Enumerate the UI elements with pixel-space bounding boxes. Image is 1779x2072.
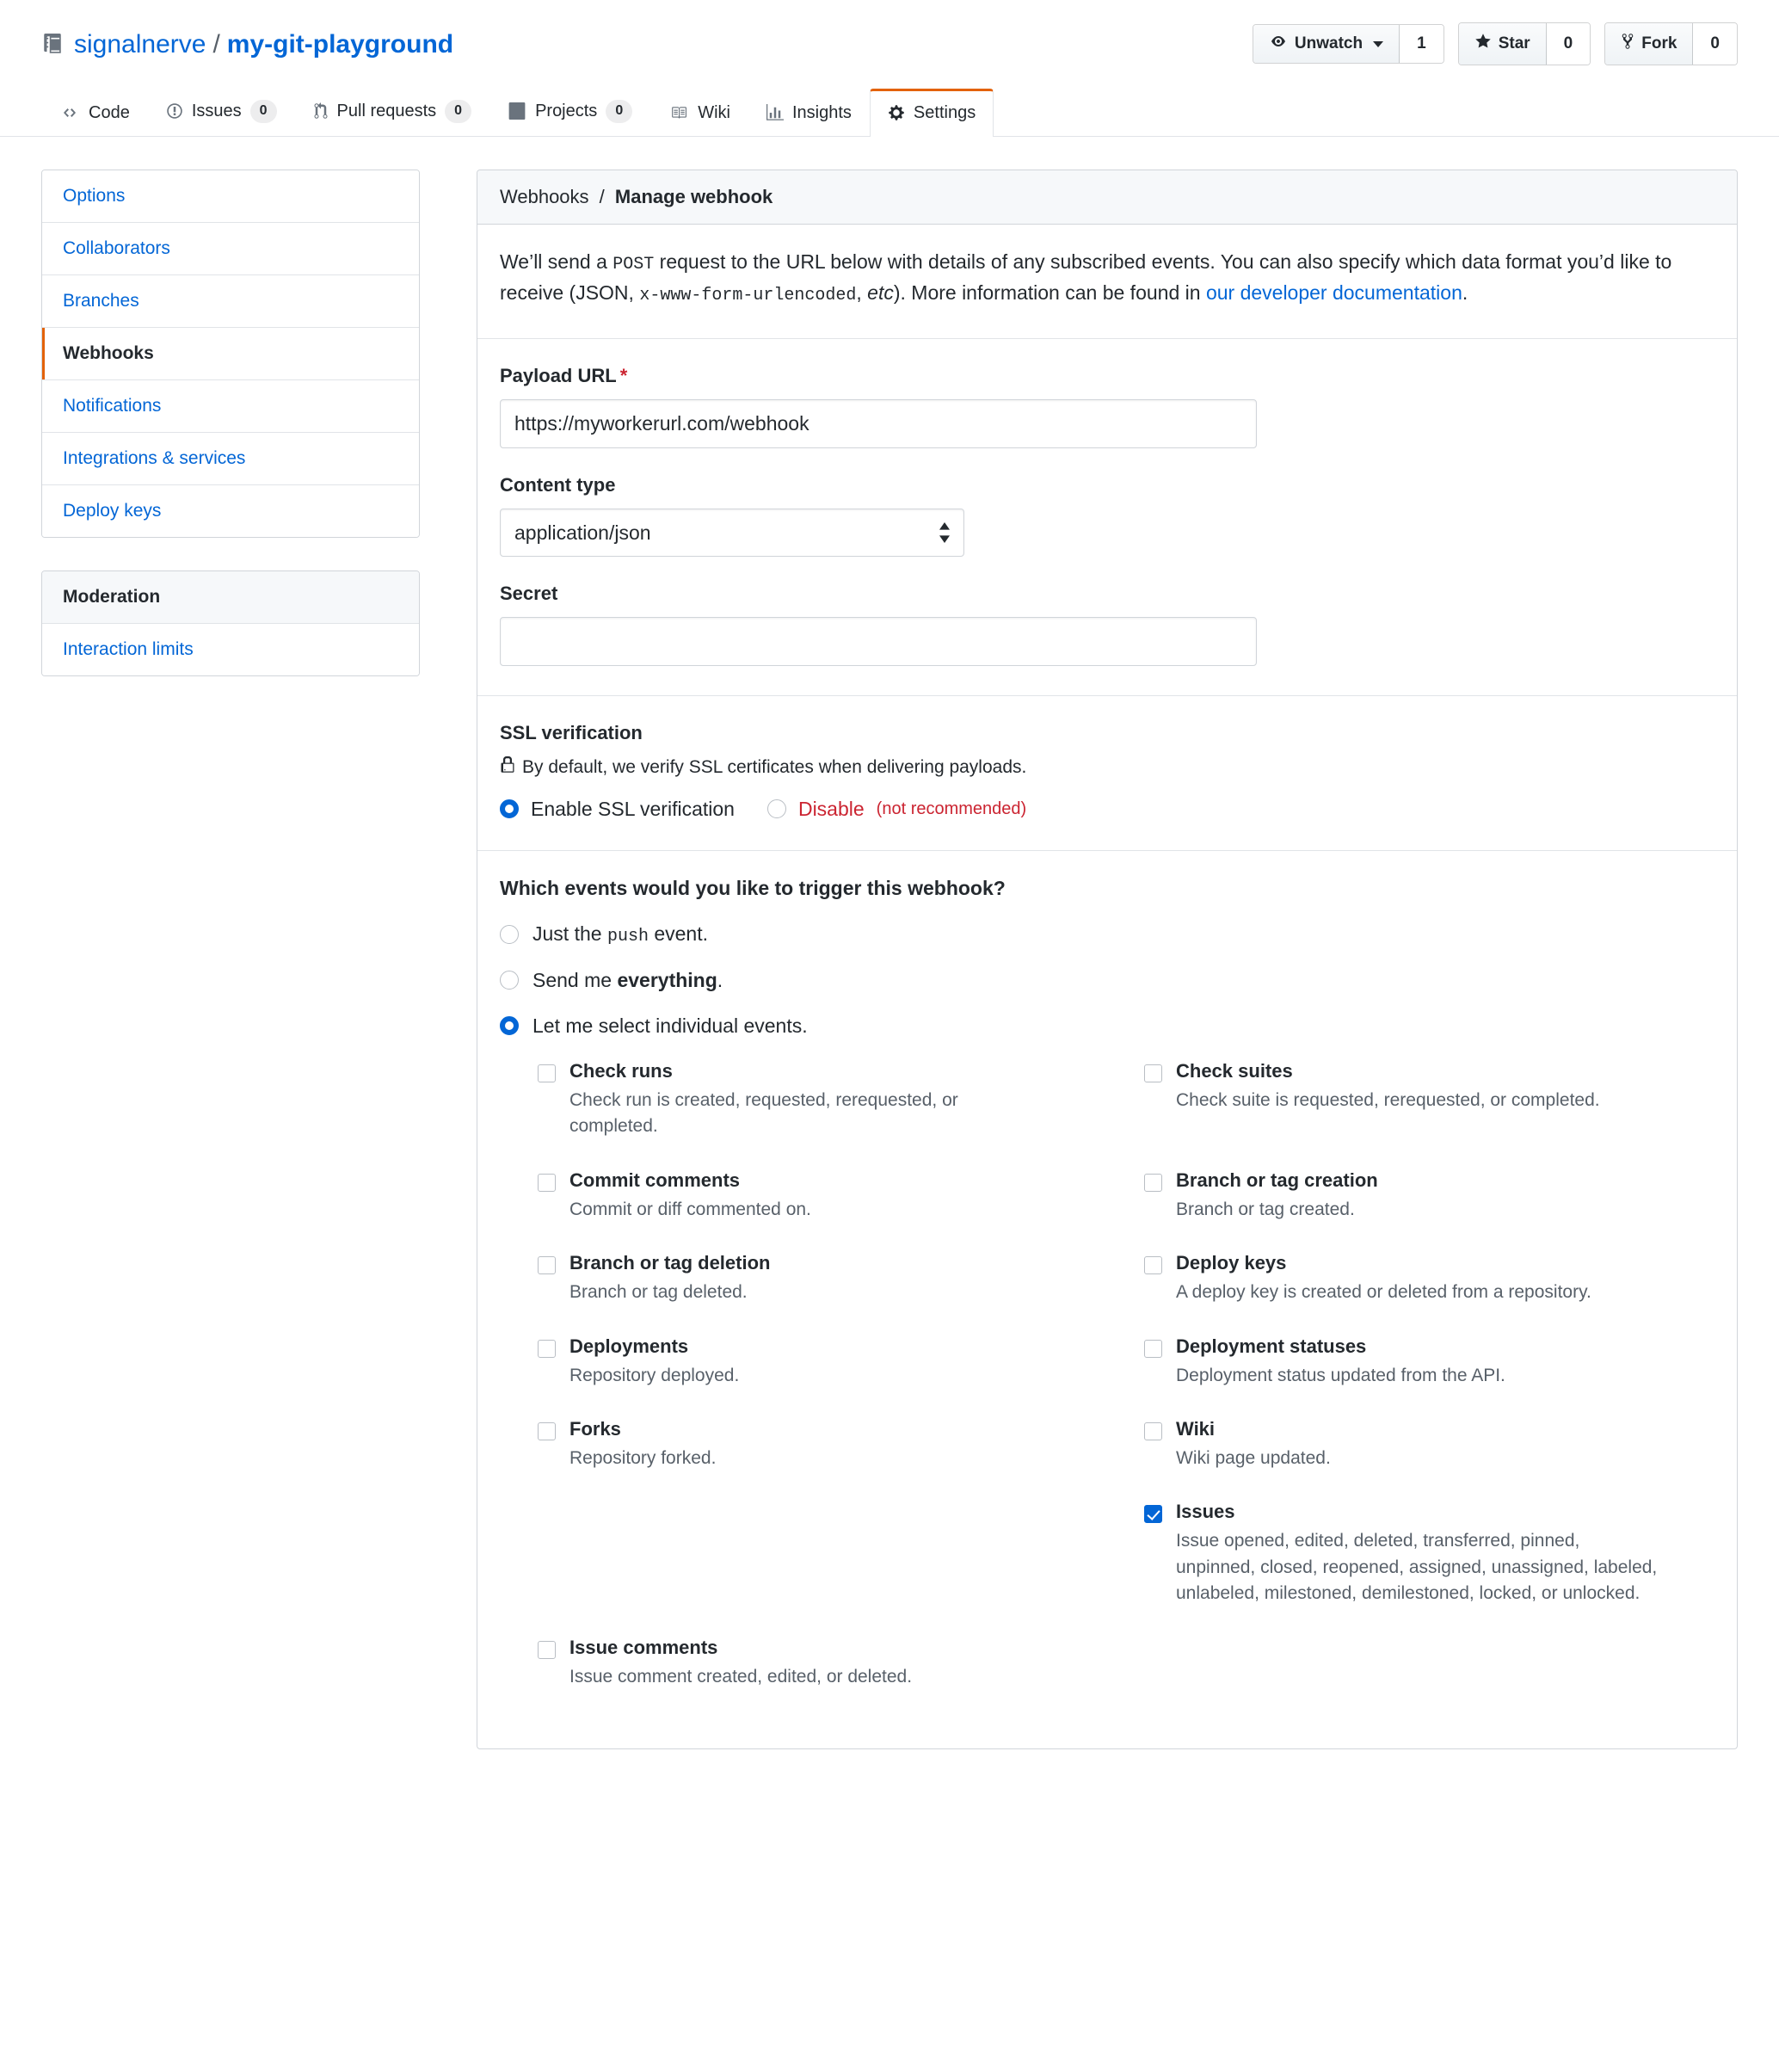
star-count: 0 — [1547, 23, 1591, 65]
event-item-check-runs[interactable] — [538, 1060, 1108, 1140]
tab-settings-label: Settings — [913, 102, 976, 122]
sidebar-item-integrations-services[interactable]: Integrations & services — [42, 433, 419, 485]
tab-projects[interactable] — [489, 85, 650, 137]
repo-title — [41, 22, 453, 60]
ssl-disable-label: Disable — [797, 797, 865, 820]
tab-issues-count: 0 — [250, 100, 277, 123]
events-question: Which events would you like to trigger this webhook? — [500, 876, 1006, 899]
event-checkbox-commit-comments[interactable] — [538, 1174, 556, 1192]
event-title-deployment-statuses: Deployment statuses — [1176, 1335, 1367, 1357]
issue-opened-icon — [166, 102, 183, 120]
ssl-disable-note: (not recommended) — [876, 799, 1027, 818]
sidebar-item-branches[interactable]: Branches — [42, 275, 419, 328]
event-checkbox-deploy-keys[interactable] — [1144, 1256, 1162, 1274]
event-desc-deploy-keys: A deploy key is created or deleted from a repository. — [1176, 1282, 1591, 1303]
event-desc-deployments: Repository deployed. — [569, 1365, 740, 1385]
repo-nav-tabs — [0, 84, 1779, 137]
event-desc-check-runs: Check run is created, requested, rerequested, or completed. — [569, 1089, 958, 1137]
event-choice-push-post: event. — [648, 922, 708, 945]
intro-part4: ). More information can be found in — [893, 281, 1206, 304]
event-item-issue-comments[interactable] — [538, 1637, 1108, 1690]
graph-icon — [766, 104, 784, 121]
intro-code-form: x-www-form-urlencoded — [639, 285, 857, 305]
chevron-down-icon — [1373, 41, 1383, 47]
unwatch-button-group[interactable] — [1253, 24, 1444, 64]
breadcrumb-separator: / — [599, 185, 605, 207]
event-desc-commit-comments: Commit or diff commented on. — [569, 1199, 811, 1219]
event-choice-everything-radio[interactable] — [500, 971, 519, 990]
event-checkbox-grid — [538, 1060, 1714, 1719]
event-choice-individual[interactable] — [500, 1014, 1714, 1038]
fork-label: Fork — [1641, 34, 1677, 52]
fork-count: 0 — [1693, 23, 1737, 65]
repo-actions — [1253, 22, 1738, 65]
event-choice-push-label — [532, 922, 708, 947]
star-label: Star — [1498, 34, 1530, 52]
ssl-verification-label: SSL verification — [500, 721, 643, 743]
tab-insights[interactable] — [748, 89, 870, 137]
event-item-deployments[interactable] — [538, 1335, 1108, 1389]
payload-url-input[interactable] — [500, 399, 1257, 448]
event-grid-spacer — [538, 1501, 1108, 1606]
sidebar-item-interaction-limits[interactable]: Interaction limits — [42, 624, 419, 675]
fork-icon — [1621, 33, 1634, 55]
sidebar-item-notifications[interactable]: Notifications — [42, 380, 419, 433]
sidebar-item-deploy-keys[interactable]: Deploy keys — [42, 485, 419, 537]
event-desc-issue-comments: Issue comment created, edited, or deleted. — [569, 1666, 913, 1687]
event-title-check-suites: Check suites — [1176, 1059, 1293, 1082]
event-choice-everything[interactable] — [500, 969, 1714, 992]
ssl-enable-label: Enable SSL verification — [531, 797, 735, 820]
event-title-check-runs: Check runs — [569, 1059, 673, 1082]
gear-icon — [888, 104, 905, 121]
unwatch-button[interactable] — [1253, 25, 1400, 63]
secret-label: Secret — [500, 582, 558, 604]
code-icon — [59, 106, 80, 120]
event-desc-issues: Issue opened, edited, deleted, transferred, pinned, unpinned, closed, reopened, assigned, unassigned, labeled, unlabeled, milestoned, demilestoned, locked, or unlocked. — [1176, 1531, 1658, 1604]
event-checkbox-check-suites[interactable] — [1144, 1064, 1162, 1082]
moderation-heading: Moderation — [42, 571, 419, 624]
events-section — [477, 851, 1737, 1748]
event-checkbox-branch-or-tag-deletion[interactable] — [538, 1256, 556, 1274]
webhook-panel — [477, 170, 1738, 1749]
event-choice-everything-post: . — [717, 968, 723, 991]
repo-name-link[interactable]: my-git-playground — [226, 30, 454, 59]
fork-button[interactable] — [1605, 23, 1693, 65]
intro-part3: , — [856, 281, 868, 304]
eye-icon — [1269, 34, 1288, 53]
content-type-select[interactable] — [500, 509, 964, 557]
event-title-branch-or-tag-deletion: Branch or tag deletion — [569, 1252, 771, 1274]
event-title-wiki: Wiki — [1176, 1417, 1216, 1440]
intro-etc: etc — [867, 281, 894, 304]
tab-wiki-label: Wiki — [698, 102, 730, 122]
settings-sidebar — [41, 170, 420, 676]
event-choice-push-code: push — [606, 926, 649, 947]
event-checkbox-issue-comments[interactable] — [538, 1641, 556, 1659]
secret-input[interactable] — [500, 617, 1257, 666]
event-title-branch-or-tag-creation: Branch or tag creation — [1176, 1169, 1378, 1191]
event-desc-forks: Repository forked. — [569, 1447, 717, 1468]
webhook-intro — [477, 225, 1737, 339]
sidebar-item-options[interactable]: Options — [42, 170, 419, 223]
event-item-wiki[interactable] — [1144, 1418, 1714, 1471]
git-pull-request-icon — [313, 102, 329, 120]
event-desc-wiki: Wiki page updated. — [1176, 1447, 1331, 1468]
breadcrumb-webhooks[interactable]: Webhooks — [500, 185, 589, 207]
webhook-config-section — [477, 339, 1737, 696]
event-title-forks: Forks — [569, 1417, 621, 1440]
sidebar-item-webhooks[interactable]: Webhooks — [42, 328, 419, 380]
event-choice-push-pre: Just the — [532, 922, 607, 945]
tab-pull-requests[interactable] — [295, 85, 490, 137]
tab-pull-requests-count: 0 — [445, 100, 471, 123]
ssl-verification-section — [477, 696, 1737, 851]
repo-owner-link[interactable]: signalnerve — [74, 30, 206, 59]
ssl-enable-option[interactable] — [500, 798, 735, 821]
payload-url-label-text: Payload URL — [500, 364, 617, 386]
payload-url-required: * — [619, 364, 628, 386]
event-desc-branch-or-tag-deletion: Branch or tag deleted. — [569, 1282, 748, 1303]
event-desc-check-suites: Check suite is requested, rerequested, or completed. — [1176, 1089, 1600, 1110]
event-checkbox-check-runs[interactable] — [538, 1064, 556, 1082]
project-icon — [508, 102, 526, 120]
sidebar-item-collaborators[interactable]: Collaborators — [42, 223, 419, 275]
payload-url-label — [500, 365, 1714, 387]
event-choice-everything-label — [532, 969, 723, 992]
tab-code-label: Code — [89, 102, 130, 122]
tab-projects-label: Projects — [535, 101, 598, 120]
tab-settings[interactable] — [870, 89, 994, 137]
fork-button-group[interactable] — [1604, 22, 1738, 65]
unwatch-label: Unwatch — [1294, 34, 1363, 52]
intro-part2: request to the URL below with details of any subscribed events. You can also specify which data format you’d like to receive (JSON, — [500, 250, 1672, 304]
event-checkbox-issues[interactable] — [1144, 1505, 1162, 1523]
content-type-label: Content type — [500, 473, 616, 496]
event-title-deployments: Deployments — [569, 1335, 689, 1357]
developer-documentation-link[interactable]: our developer documentation — [1205, 281, 1462, 304]
ssl-disable-option[interactable] — [767, 798, 1026, 821]
event-checkbox-wiki[interactable] — [1144, 1422, 1162, 1440]
tab-issues[interactable] — [148, 85, 295, 137]
event-desc-deployment-statuses: Deployment status updated from the API. — [1176, 1365, 1505, 1385]
book-icon — [668, 105, 689, 120]
ssl-verification-description — [500, 756, 1714, 779]
unwatch-count: 1 — [1400, 25, 1444, 63]
event-checkbox-forks[interactable] — [538, 1422, 556, 1440]
tab-insights-label: Insights — [791, 102, 852, 122]
event-item-forks[interactable] — [538, 1418, 1108, 1471]
settings-layout — [0, 137, 1779, 1749]
event-checkbox-branch-or-tag-creation[interactable] — [1144, 1174, 1162, 1192]
star-button[interactable] — [1459, 23, 1547, 65]
event-item-branch-or-tag-creation[interactable] — [1144, 1169, 1714, 1223]
star-icon — [1474, 33, 1492, 55]
event-item-commit-comments[interactable] — [538, 1169, 1108, 1223]
event-title-issue-comments: Issue comments — [569, 1636, 718, 1658]
event-choice-individual-label: Let me select individual events. — [532, 1014, 808, 1037]
intro-part1: We’ll send a — [500, 250, 613, 273]
breadcrumb-current: Manage webhook — [614, 185, 773, 207]
event-title-issues: Issues — [1176, 1501, 1235, 1523]
intro-code-post: POST — [612, 254, 655, 274]
settings-menu — [41, 170, 420, 538]
tab-pull-requests-label: Pull requests — [336, 101, 437, 120]
event-item-branch-or-tag-deletion[interactable] — [538, 1252, 1108, 1305]
intro-part5: . — [1462, 281, 1468, 304]
event-choice-push[interactable] — [500, 922, 1714, 947]
manage-webhook-box — [477, 170, 1738, 1749]
event-title-commit-comments: Commit comments — [569, 1169, 741, 1191]
tab-code[interactable] — [41, 89, 148, 137]
ssl-verification-description-text: By default, we verify SSL certificates when delivering payloads. — [522, 756, 1027, 777]
lock-icon — [500, 756, 515, 779]
event-checkbox-deployments[interactable] — [538, 1340, 556, 1358]
ssl-disable-radio[interactable] — [767, 799, 786, 818]
event-item-deployment-statuses[interactable] — [1144, 1335, 1714, 1389]
ssl-radio-group — [500, 798, 1714, 821]
tab-issues-label: Issues — [191, 101, 242, 120]
tab-projects-count: 0 — [606, 100, 632, 123]
star-button-group[interactable] — [1458, 22, 1591, 65]
event-item-deploy-keys[interactable] — [1144, 1252, 1714, 1305]
event-item-check-suites[interactable] — [1144, 1060, 1714, 1140]
repo-separator: / — [212, 30, 220, 59]
event-desc-branch-or-tag-creation: Branch or tag created. — [1176, 1199, 1355, 1219]
repo-header — [0, 0, 1779, 65]
repo-icon — [41, 34, 64, 56]
event-title-deploy-keys: Deploy keys — [1176, 1252, 1287, 1274]
ssl-enable-radio[interactable] — [500, 799, 519, 818]
moderation-menu — [41, 570, 420, 676]
event-checkbox-deployment-statuses[interactable] — [1144, 1340, 1162, 1358]
breadcrumb — [477, 170, 1737, 225]
event-choice-push-radio[interactable] — [500, 925, 519, 944]
event-choice-individual-radio[interactable] — [500, 1016, 519, 1035]
event-choice-everything-bold: everything — [617, 968, 717, 991]
event-item-issues[interactable] — [1144, 1501, 1714, 1606]
tab-wiki[interactable] — [650, 89, 748, 137]
event-choice-everything-pre: Send me — [532, 968, 618, 991]
